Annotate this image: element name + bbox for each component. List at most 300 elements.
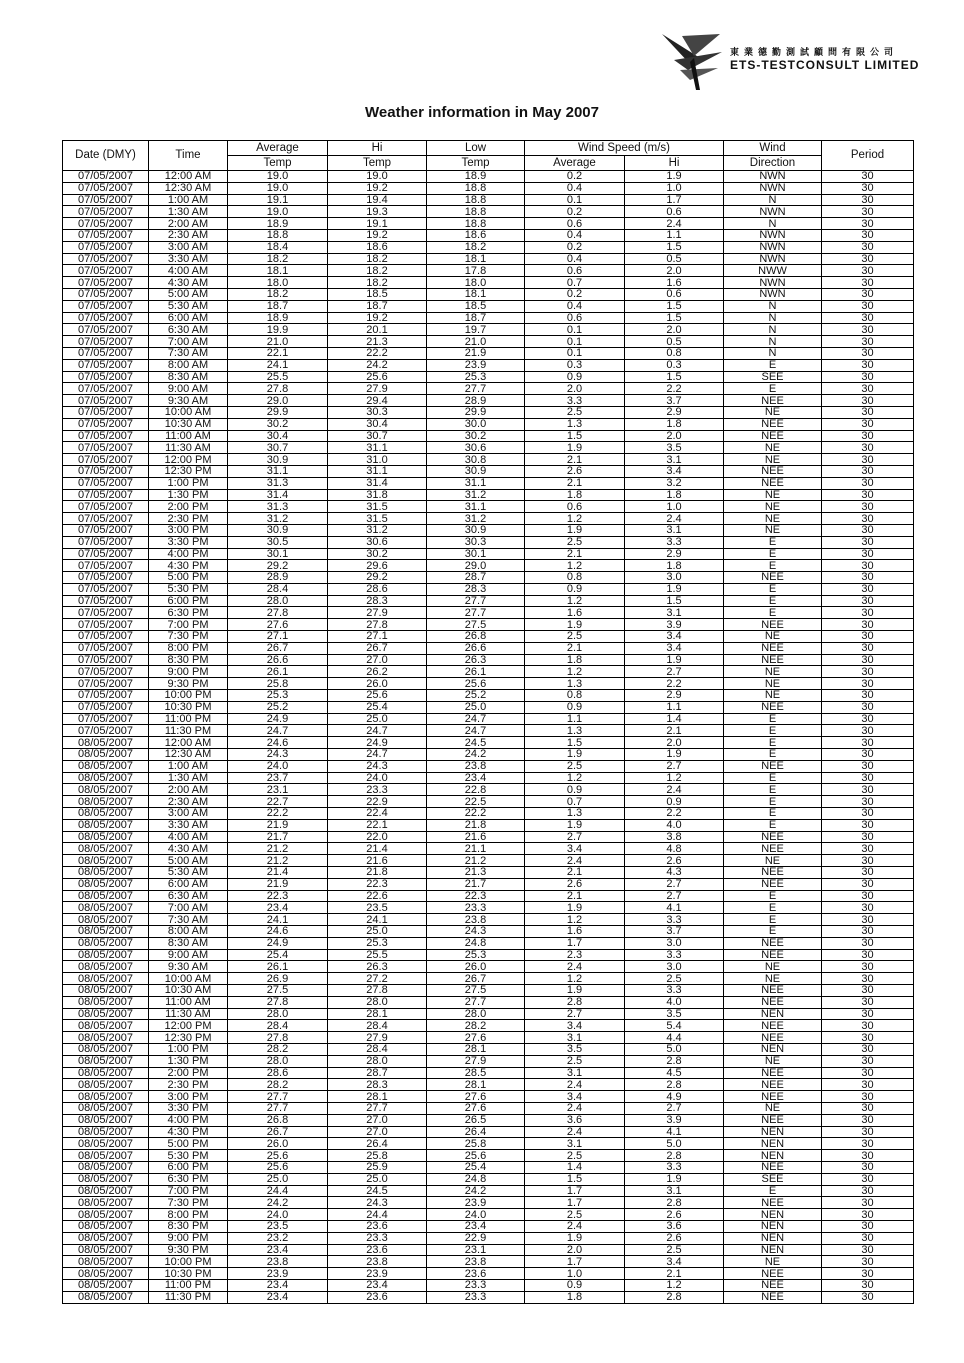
cell-wind-hi: 1.9 [625, 654, 724, 666]
cell-hi-temp: 30.4 [328, 418, 427, 430]
cell-low-temp: 22.2 [427, 808, 525, 820]
cell-wind-avg: 1.2 [525, 560, 625, 572]
cell-low-temp: 18.5 [427, 300, 525, 312]
cell-wind-hi: 0.8 [625, 347, 724, 359]
cell-avg-temp: 30.4 [228, 430, 328, 442]
cell-wind-avg: 0.1 [525, 324, 625, 336]
cell-period: 30 [822, 902, 914, 914]
cell-wind-hi: 3.9 [625, 1114, 724, 1126]
cell-wind-direction: NEE [724, 867, 822, 879]
cell-wind-hi: 2.8 [625, 1079, 724, 1091]
cell-wind-direction: NE [724, 631, 822, 643]
cell-low-temp: 18.1 [427, 253, 525, 265]
table-row [63, 642, 914, 654]
table-row [63, 808, 914, 820]
cell-wind-avg: 1.9 [525, 819, 625, 831]
cell-hi-temp: 27.0 [328, 1126, 427, 1138]
cell-date: 08/05/2007 [63, 890, 149, 902]
cell-hi-temp: 23.6 [328, 1291, 427, 1303]
cell-hi-temp: 25.4 [328, 701, 427, 713]
header-average-temp: Temp [228, 156, 328, 171]
cell-time: 12:30 PM [149, 465, 228, 477]
cell-wind-hi: 3.0 [625, 572, 724, 584]
cell-low-temp: 18.8 [427, 206, 525, 218]
cell-date: 08/05/2007 [63, 855, 149, 867]
cell-wind-avg: 2.5 [525, 406, 625, 418]
cell-date: 08/05/2007 [63, 949, 149, 961]
table-row [63, 1268, 914, 1280]
cell-wind-avg: 1.2 [525, 595, 625, 607]
cell-wind-avg: 2.0 [525, 383, 625, 395]
cell-period: 30 [822, 725, 914, 737]
cell-date: 08/05/2007 [63, 1091, 149, 1103]
cell-avg-temp: 28.4 [228, 583, 328, 595]
table-row [63, 395, 914, 407]
cell-date: 08/05/2007 [63, 1220, 149, 1232]
cell-low-temp: 18.8 [427, 218, 525, 230]
cell-time: 4:00 AM [149, 265, 228, 277]
cell-date: 07/05/2007 [63, 631, 149, 643]
cell-wind-avg: 0.4 [525, 229, 625, 241]
cell-wind-direction: NE [724, 961, 822, 973]
cell-wind-avg: 1.5 [525, 430, 625, 442]
cell-period: 30 [822, 513, 914, 525]
weather-table-body [63, 171, 914, 1304]
cell-hi-temp: 23.6 [328, 1244, 427, 1256]
cell-hi-temp: 24.0 [328, 772, 427, 784]
cell-period: 30 [822, 1279, 914, 1291]
cell-time: 8:00 AM [149, 359, 228, 371]
cell-wind-hi: 1.5 [625, 300, 724, 312]
cell-hi-temp: 25.0 [328, 713, 427, 725]
table-row [63, 1032, 914, 1044]
cell-avg-temp: 28.0 [228, 595, 328, 607]
cell-period: 30 [822, 1291, 914, 1303]
cell-avg-temp: 23.8 [228, 1256, 328, 1268]
cell-wind-direction: NEN [724, 1138, 822, 1150]
cell-low-temp: 23.3 [427, 902, 525, 914]
cell-wind-avg: 3.1 [525, 1138, 625, 1150]
cell-period: 30 [822, 359, 914, 371]
cell-hi-temp: 24.5 [328, 1185, 427, 1197]
table-row [63, 819, 914, 831]
cell-time: 10:30 AM [149, 984, 228, 996]
cell-avg-temp: 18.0 [228, 277, 328, 289]
cell-period: 30 [822, 1220, 914, 1232]
cell-period: 30 [822, 253, 914, 265]
cell-wind-avg: 1.9 [525, 902, 625, 914]
cell-hi-temp: 23.8 [328, 1256, 427, 1268]
cell-wind-direction: NE [724, 690, 822, 702]
cell-wind-avg: 0.8 [525, 690, 625, 702]
table-row [63, 489, 914, 501]
cell-wind-direction: NEE [724, 1079, 822, 1091]
cell-period: 30 [822, 642, 914, 654]
cell-wind-direction: NEN [724, 1043, 822, 1055]
cell-period: 30 [822, 194, 914, 206]
cell-avg-temp: 21.0 [228, 336, 328, 348]
cell-wind-direction: NEN [724, 1008, 822, 1020]
table-row [63, 171, 914, 183]
cell-low-temp: 18.9 [427, 171, 525, 183]
cell-low-temp: 28.5 [427, 1067, 525, 1079]
cell-wind-direction: NE [724, 1102, 822, 1114]
cell-wind-hi: 3.1 [625, 1185, 724, 1197]
cell-wind-hi: 1.5 [625, 312, 724, 324]
cell-date: 08/05/2007 [63, 902, 149, 914]
cell-wind-direction: E [724, 737, 822, 749]
cell-time: 7:30 AM [149, 347, 228, 359]
cell-hi-temp: 28.0 [328, 1055, 427, 1067]
cell-wind-hi: 1.1 [625, 701, 724, 713]
cell-avg-temp: 27.5 [228, 984, 328, 996]
cell-wind-hi: 1.7 [625, 194, 724, 206]
table-row [63, 347, 914, 359]
cell-wind-hi: 2.0 [625, 265, 724, 277]
cell-low-temp: 25.3 [427, 371, 525, 383]
cell-time: 1:00 PM [149, 1043, 228, 1055]
cell-low-temp: 29.0 [427, 560, 525, 572]
cell-wind-hi: 5.4 [625, 1020, 724, 1032]
cell-period: 30 [822, 819, 914, 831]
table-row [63, 843, 914, 855]
cell-avg-temp: 28.9 [228, 572, 328, 584]
table-row [63, 890, 914, 902]
cell-low-temp: 18.8 [427, 194, 525, 206]
cell-period: 30 [822, 1150, 914, 1162]
cell-wind-avg: 0.9 [525, 371, 625, 383]
cell-date: 08/05/2007 [63, 831, 149, 843]
cell-wind-direction: NEE [724, 395, 822, 407]
cell-avg-temp: 21.9 [228, 878, 328, 890]
cell-wind-avg: 0.6 [525, 312, 625, 324]
cell-date: 07/05/2007 [63, 312, 149, 324]
cell-wind-hi: 4.0 [625, 996, 724, 1008]
cell-hi-temp: 21.8 [328, 867, 427, 879]
cell-hi-temp: 27.9 [328, 383, 427, 395]
cell-time: 12:30 AM [149, 749, 228, 761]
cell-date: 07/05/2007 [63, 654, 149, 666]
cell-period: 30 [822, 406, 914, 418]
cell-wind-hi: 2.0 [625, 430, 724, 442]
cell-avg-temp: 27.6 [228, 619, 328, 631]
cell-period: 30 [822, 560, 914, 572]
cell-wind-hi: 3.4 [625, 642, 724, 654]
table-row [63, 914, 914, 926]
cell-date: 07/05/2007 [63, 501, 149, 513]
cell-date: 07/05/2007 [63, 418, 149, 430]
cell-period: 30 [822, 1043, 914, 1055]
cell-wind-avg: 0.2 [525, 206, 625, 218]
cell-hi-temp: 19.0 [328, 171, 427, 183]
cell-date: 07/05/2007 [63, 371, 149, 383]
cell-date: 08/05/2007 [63, 961, 149, 973]
cell-time: 1:30 PM [149, 1055, 228, 1067]
table-row [63, 666, 914, 678]
table-row [63, 1008, 914, 1020]
table-row [63, 937, 914, 949]
cell-avg-temp: 30.5 [228, 536, 328, 548]
table-row [63, 560, 914, 572]
cell-wind-avg: 2.1 [525, 548, 625, 560]
cell-low-temp: 30.9 [427, 524, 525, 536]
cell-hi-temp: 19.4 [328, 194, 427, 206]
cell-wind-avg: 0.1 [525, 347, 625, 359]
cell-avg-temp: 30.1 [228, 548, 328, 560]
cell-avg-temp: 28.2 [228, 1079, 328, 1091]
cell-period: 30 [822, 737, 914, 749]
cell-wind-hi: 0.6 [625, 288, 724, 300]
cell-wind-direction: NEE [724, 984, 822, 996]
cell-time: 2:30 AM [149, 796, 228, 808]
cell-time: 9:30 AM [149, 395, 228, 407]
table-row [63, 1079, 914, 1091]
cell-wind-avg: 2.6 [525, 878, 625, 890]
cell-low-temp: 24.8 [427, 1173, 525, 1185]
cell-date: 08/05/2007 [63, 1032, 149, 1044]
header-wind-speed: Wind Speed (m/s) [525, 141, 724, 156]
cell-wind-avg: 1.8 [525, 489, 625, 501]
cell-date: 08/05/2007 [63, 1126, 149, 1138]
cell-wind-hi: 1.5 [625, 595, 724, 607]
cell-low-temp: 27.6 [427, 1032, 525, 1044]
cell-time: 4:30 AM [149, 843, 228, 855]
cell-hi-temp: 24.3 [328, 760, 427, 772]
cell-wind-avg: 1.7 [525, 1197, 625, 1209]
cell-time: 8:00 PM [149, 1209, 228, 1221]
table-row [63, 973, 914, 985]
cell-wind-direction: NWN [724, 277, 822, 289]
table-row [63, 760, 914, 772]
cell-date: 08/05/2007 [63, 749, 149, 761]
cell-date: 07/05/2007 [63, 359, 149, 371]
table-row [63, 1126, 914, 1138]
cell-period: 30 [822, 607, 914, 619]
cell-wind-avg: 1.2 [525, 973, 625, 985]
cell-low-temp: 28.1 [427, 1079, 525, 1091]
cell-date: 08/05/2007 [63, 937, 149, 949]
cell-avg-temp: 27.8 [228, 607, 328, 619]
cell-period: 30 [822, 383, 914, 395]
cell-period: 30 [822, 312, 914, 324]
cell-time: 7:30 PM [149, 631, 228, 643]
cell-period: 30 [822, 206, 914, 218]
cell-wind-direction: NEE [724, 1279, 822, 1291]
cell-avg-temp: 30.9 [228, 524, 328, 536]
cell-wind-direction: NE [724, 1256, 822, 1268]
cell-wind-avg: 1.0 [525, 1268, 625, 1280]
cell-wind-hi: 3.3 [625, 536, 724, 548]
cell-time: 4:00 AM [149, 831, 228, 843]
cell-time: 6:00 PM [149, 595, 228, 607]
cell-wind-hi: 2.9 [625, 690, 724, 702]
cell-wind-avg: 0.7 [525, 796, 625, 808]
cell-period: 30 [822, 595, 914, 607]
cell-wind-avg: 2.5 [525, 1209, 625, 1221]
table-row [63, 1043, 914, 1055]
cell-wind-avg: 0.6 [525, 265, 625, 277]
cell-period: 30 [822, 701, 914, 713]
cell-wind-direction: NE [724, 501, 822, 513]
cell-wind-avg: 0.9 [525, 583, 625, 595]
table-row [63, 855, 914, 867]
cell-wind-direction: NEE [724, 996, 822, 1008]
cell-wind-avg: 0.9 [525, 784, 625, 796]
cell-avg-temp: 27.7 [228, 1102, 328, 1114]
cell-low-temp: 18.1 [427, 288, 525, 300]
cell-period: 30 [822, 949, 914, 961]
header-hi: Hi [328, 141, 427, 156]
cell-low-temp: 30.9 [427, 465, 525, 477]
document-title: Weather information in May 2007 [365, 104, 599, 121]
cell-hi-temp: 28.4 [328, 1043, 427, 1055]
cell-low-temp: 27.6 [427, 1102, 525, 1114]
cell-avg-temp: 22.3 [228, 890, 328, 902]
cell-low-temp: 26.6 [427, 642, 525, 654]
cell-wind-direction: SEE [724, 1173, 822, 1185]
cell-avg-temp: 18.9 [228, 218, 328, 230]
cell-low-temp: 21.9 [427, 347, 525, 359]
cell-period: 30 [822, 867, 914, 879]
cell-wind-hi: 1.9 [625, 583, 724, 595]
cell-low-temp: 26.1 [427, 666, 525, 678]
cell-wind-direction: N [724, 312, 822, 324]
cell-wind-avg: 0.6 [525, 501, 625, 513]
cell-date: 08/05/2007 [63, 1043, 149, 1055]
cell-time: 10:30 PM [149, 701, 228, 713]
cell-time: 3:30 AM [149, 819, 228, 831]
cell-avg-temp: 19.9 [228, 324, 328, 336]
cell-wind-avg: 1.6 [525, 607, 625, 619]
cell-wind-direction: NWN [724, 171, 822, 183]
header-time: Time [149, 141, 228, 171]
company-name-chinese: 東業德勤測試顧問有限公司 [730, 48, 899, 58]
cell-wind-avg: 1.7 [525, 1185, 625, 1197]
cell-avg-temp: 22.7 [228, 796, 328, 808]
cell-avg-temp: 21.2 [228, 855, 328, 867]
cell-avg-temp: 22.2 [228, 808, 328, 820]
cell-date: 08/05/2007 [63, 1114, 149, 1126]
cell-date: 07/05/2007 [63, 678, 149, 690]
cell-avg-temp: 23.4 [228, 902, 328, 914]
cell-wind-hi: 2.5 [625, 1244, 724, 1256]
cell-wind-hi: 1.1 [625, 229, 724, 241]
cell-date: 08/05/2007 [63, 1291, 149, 1303]
cell-wind-direction: E [724, 796, 822, 808]
table-row [63, 359, 914, 371]
cell-time: 10:30 PM [149, 1268, 228, 1280]
cell-wind-avg: 2.6 [525, 465, 625, 477]
cell-wind-hi: 3.0 [625, 961, 724, 973]
cell-date: 07/05/2007 [63, 406, 149, 418]
cell-low-temp: 27.7 [427, 607, 525, 619]
cell-wind-hi: 2.6 [625, 1209, 724, 1221]
cell-wind-avg: 2.4 [525, 1079, 625, 1091]
cell-time: 1:00 AM [149, 194, 228, 206]
cell-date: 07/05/2007 [63, 690, 149, 702]
cell-period: 30 [822, 1232, 914, 1244]
cell-avg-temp: 23.4 [228, 1291, 328, 1303]
cell-date: 08/05/2007 [63, 926, 149, 938]
cell-low-temp: 18.8 [427, 182, 525, 194]
cell-wind-hi: 1.4 [625, 713, 724, 725]
cell-wind-avg: 2.5 [525, 1150, 625, 1162]
table-row [63, 961, 914, 973]
cell-low-temp: 22.5 [427, 796, 525, 808]
cell-low-temp: 30.6 [427, 442, 525, 454]
cell-hi-temp: 23.3 [328, 1232, 427, 1244]
cell-avg-temp: 23.2 [228, 1232, 328, 1244]
cell-date: 07/05/2007 [63, 489, 149, 501]
cell-wind-direction: NEE [724, 1067, 822, 1079]
cell-hi-temp: 27.8 [328, 619, 427, 631]
cell-period: 30 [822, 914, 914, 926]
cell-time: 5:30 AM [149, 867, 228, 879]
cell-avg-temp: 26.9 [228, 973, 328, 985]
cell-avg-temp: 18.7 [228, 300, 328, 312]
cell-avg-temp: 24.9 [228, 713, 328, 725]
cell-hi-temp: 26.0 [328, 678, 427, 690]
cell-wind-avg: 1.3 [525, 418, 625, 430]
cell-period: 30 [822, 229, 914, 241]
cell-wind-direction: E [724, 725, 822, 737]
cell-wind-avg: 0.9 [525, 1279, 625, 1291]
cell-time: 12:00 PM [149, 1020, 228, 1032]
table-row [63, 796, 914, 808]
cell-avg-temp: 23.5 [228, 1220, 328, 1232]
cell-wind-avg: 1.9 [525, 442, 625, 454]
cell-period: 30 [822, 1268, 914, 1280]
cell-time: 11:30 PM [149, 725, 228, 737]
cell-hi-temp: 23.3 [328, 784, 427, 796]
table-row [63, 1209, 914, 1221]
cell-avg-temp: 24.1 [228, 914, 328, 926]
company-logo [660, 30, 920, 92]
cell-period: 30 [822, 277, 914, 289]
cell-low-temp: 22.3 [427, 890, 525, 902]
cell-wind-avg: 2.8 [525, 996, 625, 1008]
cell-low-temp: 18.0 [427, 277, 525, 289]
cell-low-temp: 31.2 [427, 513, 525, 525]
cell-period: 30 [822, 1079, 914, 1091]
cell-avg-temp: 24.4 [228, 1185, 328, 1197]
cell-hi-temp: 18.7 [328, 300, 427, 312]
cell-hi-temp: 31.5 [328, 501, 427, 513]
cell-wind-hi: 2.1 [625, 725, 724, 737]
cell-wind-avg: 3.5 [525, 1043, 625, 1055]
cell-hi-temp: 27.0 [328, 1114, 427, 1126]
cell-avg-temp: 25.6 [228, 1150, 328, 1162]
cell-hi-temp: 31.2 [328, 524, 427, 536]
cell-hi-temp: 27.8 [328, 984, 427, 996]
cell-wind-avg: 1.9 [525, 1232, 625, 1244]
cell-hi-temp: 27.1 [328, 631, 427, 643]
cell-wind-avg: 2.1 [525, 454, 625, 466]
cell-wind-hi: 2.0 [625, 324, 724, 336]
cell-avg-temp: 21.2 [228, 843, 328, 855]
cell-time: 6:30 AM [149, 324, 228, 336]
cell-avg-temp: 28.2 [228, 1043, 328, 1055]
cell-date: 07/05/2007 [63, 171, 149, 183]
cell-hi-temp: 25.0 [328, 1173, 427, 1185]
header-average: Average [228, 141, 328, 156]
cell-period: 30 [822, 536, 914, 548]
table-row [63, 418, 914, 430]
table-row [63, 371, 914, 383]
cell-period: 30 [822, 336, 914, 348]
cell-wind-hi: 3.8 [625, 831, 724, 843]
cell-low-temp: 28.1 [427, 1043, 525, 1055]
